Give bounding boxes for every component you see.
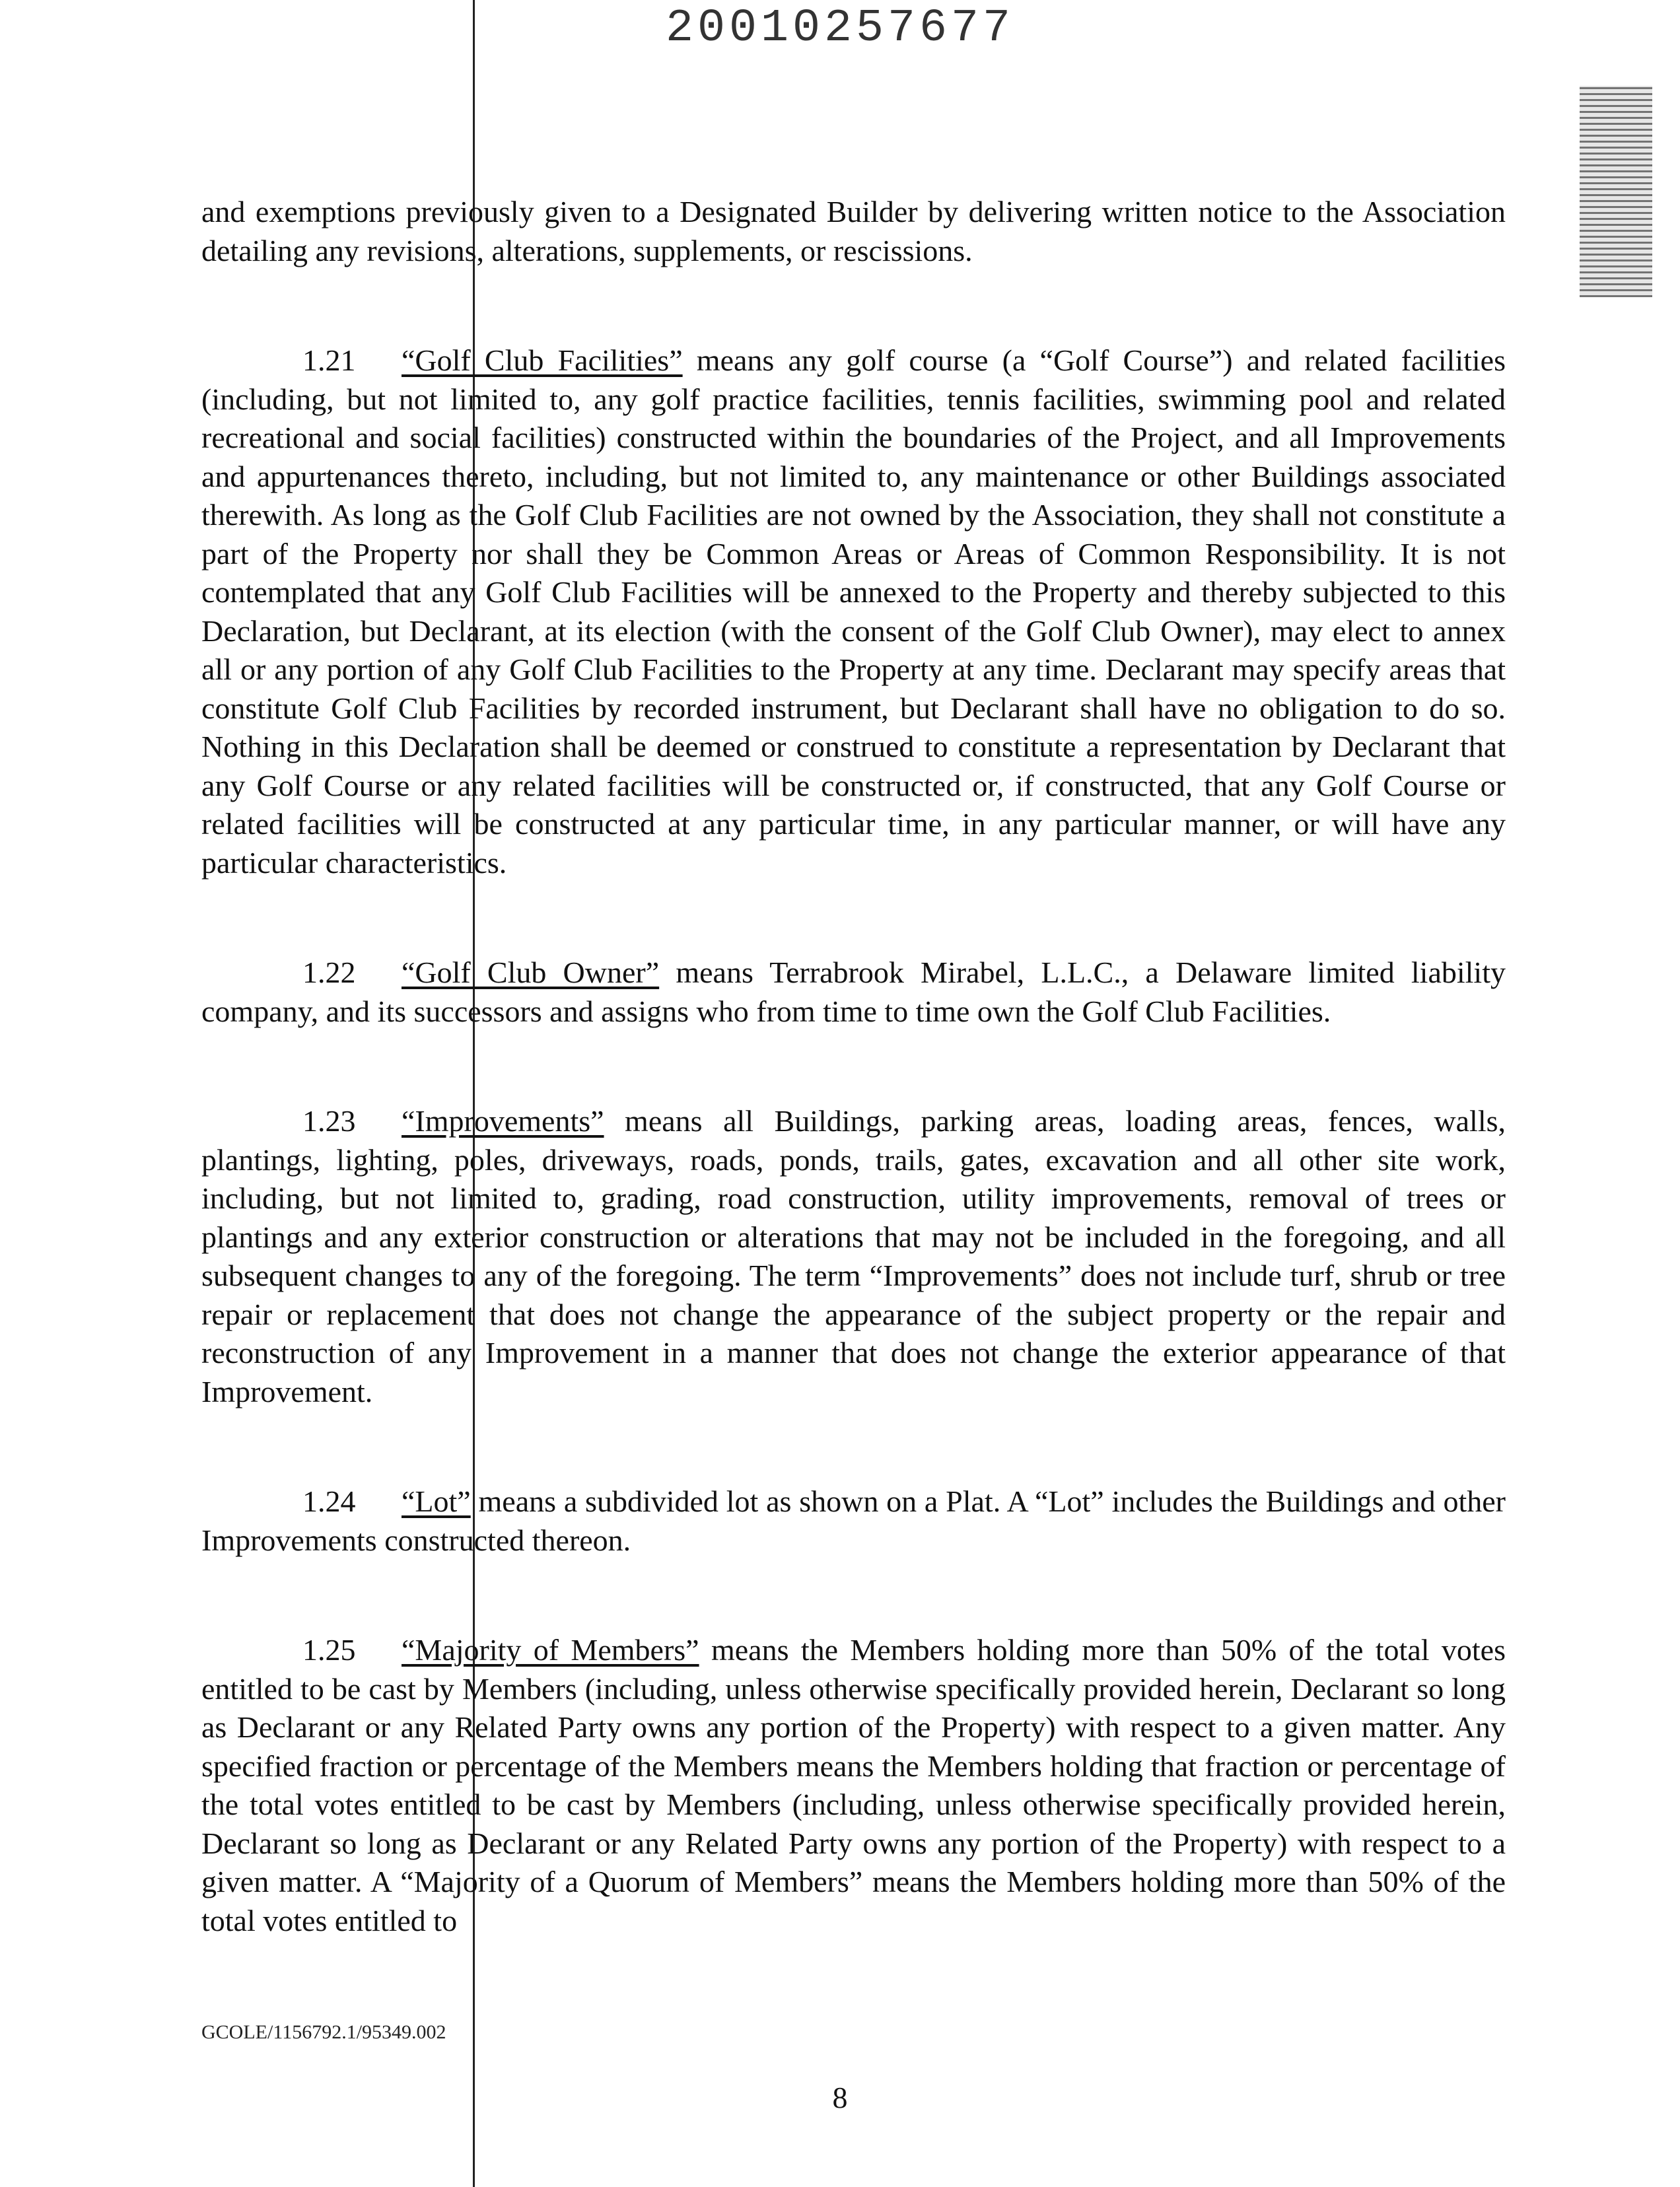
document-body	[201, 193, 1506, 1940]
document-number: 20010257677	[665, 3, 1015, 55]
section-number: 1.22	[302, 955, 356, 989]
definition-text: means any golf course (a “Golf Course”) and related facilities (including, but not limited to, any golf practice facilities, tennis facilities, swimming pool and related recreational and social facilities) constructed within the boundaries of the Project, and all Improvements and appurtenances thereto, including, but not limited to, any maintenance or other Buildings associated therewith. As long as the Golf Club Facilities are not owned by the Association, they shall not constitute a part of the Property nor shall they be Common Areas or Areas of Common Responsibility. It is not contemplated that any Golf Club Facilities will be annexed to the Property and thereby subjected to this Declaration, but Declarant, at its election (with the consent of the Golf Club Owner), may elect to annex all or any portion of any Golf Club Facilities to the Property at any time. Declarant may specify areas that constitute Golf Club Facilities by recorded instrument, but Declarant shall have no obligation to do so. Nothing in this Declaration shall be deemed or construed to constitute a representation by Declarant that any Golf Course or any related facilities will be constructed or, if constructed, that any Golf Course or related facilities will be constructed at any particular time, in any particular manner, or will have any particular characteristics.	[201, 343, 1506, 880]
paragraph-text: and exemptions previously given to a Designated Builder by delivering written notice to the Association detailing any revisions, alterations, supplements, or rescissions.	[201, 195, 1506, 267]
definition-paragraph	[201, 1102, 1506, 1411]
section-number: 1.21	[302, 343, 356, 377]
section-number: 1.25	[302, 1633, 356, 1667]
defined-term: “Golf Club Facilities”	[402, 343, 683, 377]
defined-term: “Golf Club Owner”	[402, 955, 660, 989]
file-code: GCOLE/1156792.1/95349.002	[201, 2021, 446, 2043]
section-number: 1.24	[302, 1484, 356, 1518]
defined-term: “Majority of Members”	[402, 1633, 699, 1667]
definition-paragraph	[201, 954, 1506, 1031]
section-number: 1.23	[302, 1104, 356, 1138]
paragraph-continuation	[201, 193, 1506, 270]
definition-paragraph	[201, 1631, 1506, 1940]
defined-term: “Lot”	[402, 1484, 471, 1518]
definition-text: means all Buildings, parking areas, loading areas, fences, walls, plantings, lighting, poles, driveways, roads, ponds, trails, gates, excavation and all other site work, including, but not limited to, grading, road construction, utility improvements, removal of trees or plantings and any exterior construction or alterations that may not be included in the foregoing, and all subsequent changes to any of the foregoing. The term “Improvements” does not include turf, shrub or tree repair or replacement that does not change the appearance of the subject property or the repair and reconstruction of any Improvement in a manner that does not change the exterior appearance of that Improvement.	[201, 1104, 1506, 1408]
definition-text: means the Members holding more than 50% of the total votes entitled to be cast by Members (including, unless otherwise specifically provided herein, Declarant so long as Declarant or any Related Party owns any portion of the Property) with respect to a given matter. Any specified fraction or percentage of the Members means the Members holding that fraction or percentage of the total votes entitled to be cast by Members (including, unless otherwise specifically provided herein, Declarant so long as Declarant or any Related Party owns any portion of the Property) with respect to a given matter. A “Majority of a Quorum of Members” means the Members holding more than 50% of the total votes entitled to	[201, 1633, 1506, 1937]
defined-term: “Improvements”	[402, 1104, 604, 1138]
definition-paragraph	[201, 1482, 1506, 1560]
recording-stamp-mark	[1580, 86, 1652, 297]
definition-text: means Terrabrook Mirabel, L.L.C., a Delaware limited liability company, and its successors and assigns who from time to time own the Golf Club Facilities.	[201, 955, 1506, 1028]
definition-paragraph	[201, 341, 1506, 882]
definition-text: means a subdivided lot as shown on a Plat. A “Lot” includes the Buildings and other Improvements constructed thereon.	[201, 1484, 1506, 1557]
page-number: 8	[832, 2081, 848, 2114]
